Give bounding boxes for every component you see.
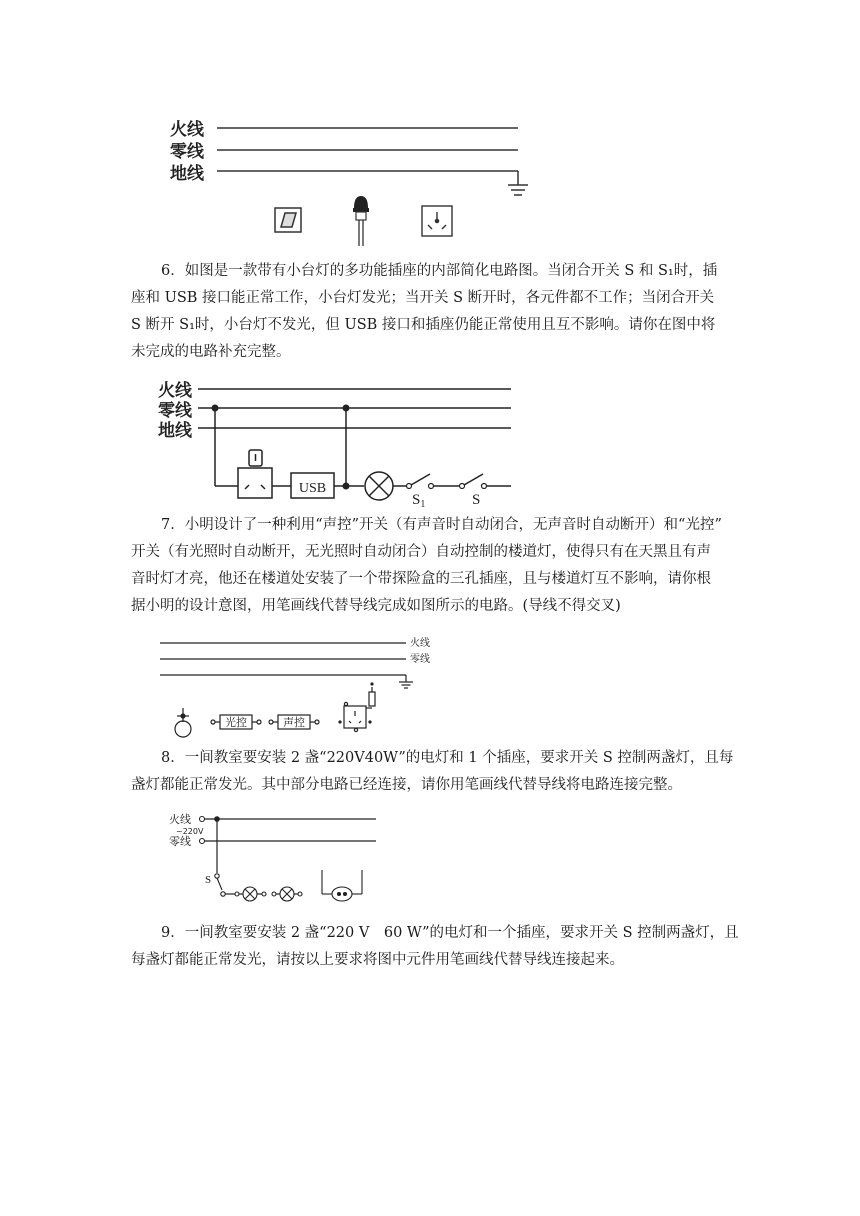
q6-junction-dot	[343, 483, 350, 490]
q8-socket-icon	[322, 870, 362, 901]
q6-switch-s-label: S	[472, 492, 481, 508]
q7-lamp-icon	[175, 708, 191, 737]
q7-line-3: 音时灯才亮，他还在楼道处安装了一个带探险盒的三孔插座，且与楼道灯互不影响，请你根	[131, 571, 711, 587]
q8-live-wire-label: 火线	[169, 813, 191, 826]
q6-neutral-wire-label: 零线	[158, 401, 192, 421]
q7-three-hole-socket-icon	[344, 687, 375, 732]
three-hole-socket-icon	[422, 206, 452, 236]
q7-neutral-wire-label: 零线	[410, 654, 430, 665]
q8-lamp-1-icon	[243, 887, 257, 901]
q7-sound-control-label: 声控	[283, 716, 305, 729]
q5-circuit-figure	[160, 112, 540, 252]
q7-light-control-label: 光控	[225, 716, 247, 729]
live-wire-label: 火线	[170, 120, 204, 140]
q9-line-2: 每盏灯都能正常发光，请按以上要求将图中元件用笔画线代替导线连接起来。	[131, 952, 624, 968]
q6-line-3: S 断开 S₁时，小台灯不发光，但 USB 接口和插座仍能正常使用且互不影响。请你在图中将	[131, 317, 716, 333]
q8-circuit-figure	[164, 810, 384, 910]
q6-line-4: 未完成的电路补充完整。	[131, 344, 291, 360]
q7-live-wire-label: 火线	[410, 638, 430, 649]
q6-socket-icon	[238, 450, 272, 498]
light-bulb-icon	[353, 196, 369, 246]
q6-live-wire-label: 火线	[158, 381, 192, 401]
q6-circuit-figure	[156, 376, 521, 510]
q8-switch-s-icon	[215, 874, 225, 896]
q9-line-1: 9．一间教室要安装 2 盏“220 V 60 W”的电灯和一个插座，要求开关 S 控制两盏灯，且	[161, 925, 739, 941]
question-9-text	[131, 920, 739, 974]
q8-line-1: 8．一间教室要安装 2 盏“220V40W”的电灯和 1 个插座，要求开关 S 控制两盏灯，且每	[161, 750, 734, 766]
neutral-wire-label: 零线	[170, 142, 204, 162]
ground-symbol	[508, 171, 528, 195]
q8-voltage-label: ~220V	[176, 827, 204, 836]
q8-switch-label: S	[205, 874, 212, 886]
q7-line-4: 据小明的设计意图，用笔画线代替导线完成如图所示的电路。(导线不得交叉)	[131, 598, 621, 614]
q8-neutral-wire-label: 零线	[169, 835, 191, 848]
q6-lamp-icon	[365, 472, 393, 500]
q8-line-2: 盏灯都能正常发光。其中部分电路已经连接，请你用笔画线代替导线将电路连接完整。	[131, 777, 682, 793]
wall-switch-icon	[275, 208, 301, 232]
q7-circuit-figure	[160, 632, 440, 742]
ground-wire-label: 地线	[170, 164, 204, 184]
q7-line-2: 开关（有光照时自动断开，无光照时自动闭合）自动控制的楼道灯，使得只有在天黑且有声	[131, 544, 711, 560]
q6-switch-s1-icon	[407, 474, 434, 489]
q6-line-1: 6．如图是一款带有小台灯的多功能插座的内部简化电路图。当闭合开关 S 和 S₁时，插	[161, 263, 718, 279]
q6-usb-label: USB	[298, 481, 327, 496]
q6-switch-s-icon	[460, 474, 487, 489]
q6-ground-wire-label: 地线	[158, 421, 192, 441]
q6-line-2: 座和 USB 接口能正常工作，小台灯发光；当开关 S 断开时，各元件都不工作；当闭合开关	[131, 290, 715, 306]
question-6-text	[131, 258, 731, 366]
q7-line-1: 7．小明设计了一种利用“声控”开关（有声音时自动闭合，无声音时自动断开）和“光控”	[161, 517, 722, 533]
q7-ground-symbol	[399, 675, 413, 688]
question-7-text	[131, 512, 731, 620]
question-8-text	[131, 745, 734, 799]
q8-lamp-2-icon	[280, 887, 294, 901]
q6-switch-s1-label: $S_1$	[412, 492, 426, 510]
